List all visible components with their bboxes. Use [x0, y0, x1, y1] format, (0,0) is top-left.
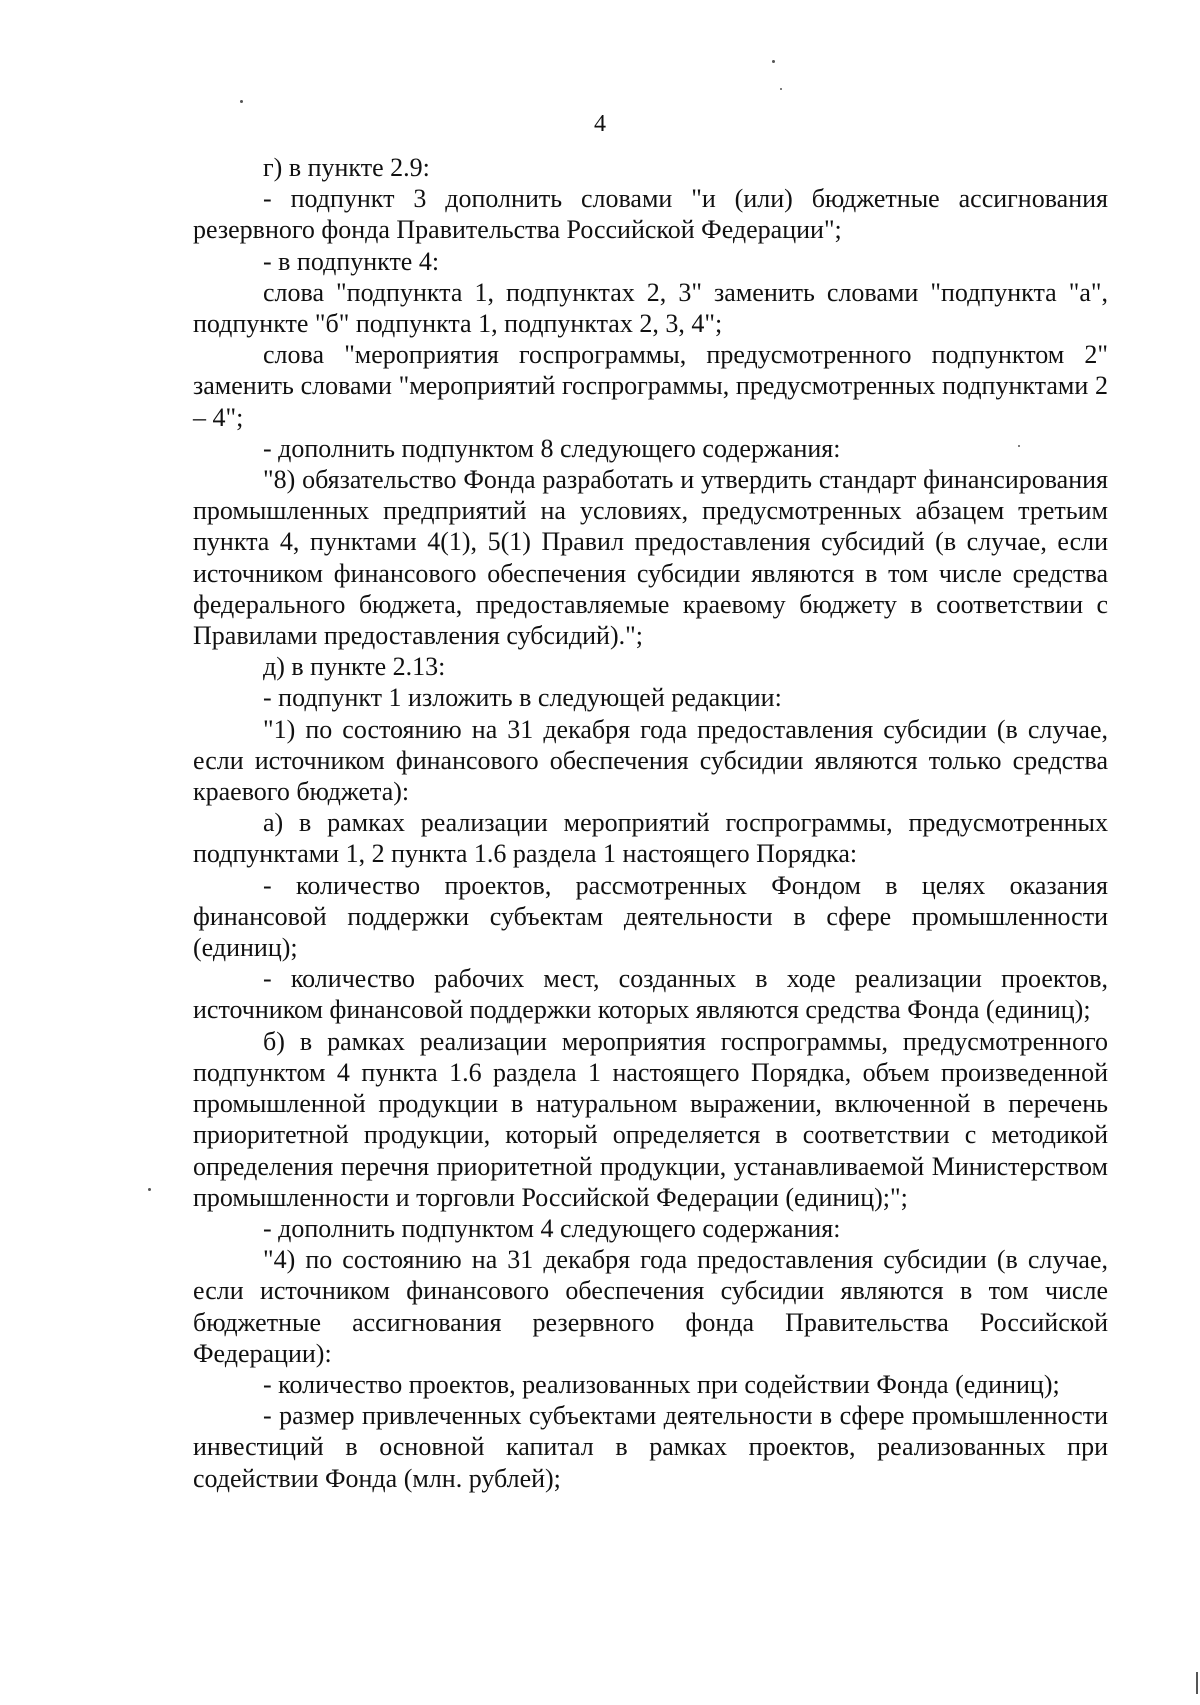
paragraph: - подпункт 1 изложить в следующей редакции: [263, 683, 782, 713]
paragraph: а) в рамках реализации мероприятий госпрограммы, предусмотренных подпунктами 1, 2 пункта 1.6 раздела 1 настоящего Порядка: [193, 808, 1108, 869]
paragraph: "1) по состоянию на 31 декабря года предоставления субсидии (в случае, если источником финансового обеспечения субсидии являются только средства краевого бюджета): [193, 714, 1108, 807]
scan-speck [780, 88, 782, 90]
paragraph: - количество рабочих мест, созданных в ходе реализации проектов, источником финансовой поддержки которых являются средства Фонда (единиц); [193, 964, 1108, 1025]
paragraph: - размер привлеченных субъектами деятельности в сфере промышленности инвестиций в основной капитал в рамках проектов, реализованных при содействии Фонда (млн. рублей); [193, 1401, 1108, 1493]
paragraph: "8) обязательство Фонда разработать и утвердить стандарт финансирования промышленных предприятий на условиях, предусмотренных абзацем третьим пункта 4, пунктами 4(1), 5(1) Правил предоставления субсидий (в случае, если источником финансового обеспечения субсидии являются в том числе средства федерального бюджета, предоставляемые краевому бюджету в соответствии с Правилами предоставления субсидий)."; [193, 465, 1108, 651]
paragraph: б) в рамках реализации мероприятия госпрограммы, предусмотренного подпунктом 4 пункта 1.6 раздела 1 настоящего Порядка, объем произведенной промышленной продукции в натуральном выражении, включенной в перечень приоритетной продукции, который определяется в соответствии с методикой определения перечня приоритетной продукции, устанавливаемой Министерством промышленности и торговли Российской Федерации (единиц);"; [193, 1026, 1108, 1212]
scan-speck [240, 100, 243, 103]
scan-speck [148, 1188, 151, 1191]
paragraph: слова "мероприятия госпрограммы, предусмотренного подпунктом 2" заменить словами "мероприятий госпрограммы, предусмотренных подпунктами 2 – 4"; [193, 340, 1108, 432]
scan-speck [1018, 445, 1020, 447]
paragraph: г) в пункте 2.9: [263, 153, 430, 182]
scan-speck [772, 60, 775, 63]
paragraph: - дополнить подпунктом 4 следующего содержания: [263, 1213, 841, 1243]
paragraph: - подпункт 3 дополнить словами "и (или) бюджетные ассигнования резервного фонда Правительства Российской Федерации"; [193, 184, 1108, 245]
page-number: 4 [594, 111, 606, 137]
paragraph: - количество проектов, реализованных при содействии Фонда (единиц); [263, 1369, 1060, 1399]
document-body [193, 152, 1108, 1494]
paragraph: д) в пункте 2.13: [263, 652, 446, 682]
paragraph: - дополнить подпунктом 8 следующего содержания: [263, 433, 841, 463]
paragraph: слова "подпункта 1, подпунктах 2, 3" заменить словами "подпункта "а", подпункте "б" подпункта 1, подпунктах 2, 3, 4"; [193, 277, 1108, 339]
paragraph: "4) по состоянию на 31 декабря года предоставления субсидии (в случае, если источником финансового обеспечения субсидии являются в том числе бюджетные ассигнования резервного фонда Правительства Российской Федерации): [193, 1245, 1108, 1368]
paragraph: - в подпункте 4: [263, 246, 440, 276]
paragraph: - количество проектов, рассмотренных Фондом в целях оказания финансовой поддержки субъектам деятельности в сфере промышленности (единиц); [193, 870, 1108, 963]
scan-speck [1196, 1672, 1198, 1694]
